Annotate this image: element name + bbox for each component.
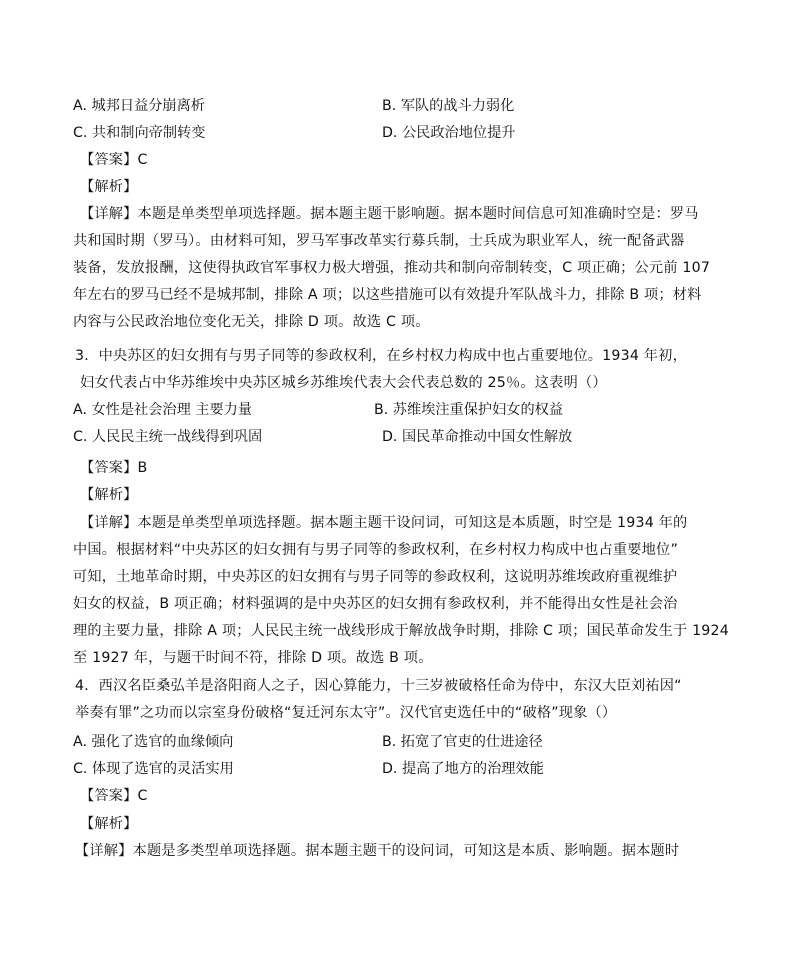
q2-analysis-label: 【解析】 xyxy=(80,179,138,195)
q3-analysis-label: 【解析】 xyxy=(80,487,138,503)
q2-explanation-line: 【详解】本题是单类型单项选择题。据本题主题干影响题。据本题时间信息可知准确时空是：罗马 xyxy=(80,206,699,222)
q3-stem-line: 妇女代表占中华苏维埃中央苏区城乡苏维埃代表大会代表总数的 25％。这表明（） xyxy=(80,375,607,391)
q4-option-a: A. 强化了选官的血缘倾向 xyxy=(73,734,234,750)
q3-option-d: D. 国民革命推动中国女性解放 xyxy=(382,429,573,445)
q2-option-a: A. 城邦日益分崩离析 xyxy=(73,98,205,114)
q3-answer: 【答案】B xyxy=(80,460,148,476)
q4-answer: 【答案】C xyxy=(80,788,148,804)
q2-explanation-line: 共和国时期（罗马）。由材料可知，罗马军事改革实行募兵制，士兵成为职业军人，统一配备武器 xyxy=(73,233,685,249)
q4-option-c: C. 体现了选官的灵活实用 xyxy=(73,761,234,777)
q2-explanation-line: 内容与公民政治地位变化无关，排除 D 项。故选 C 项。 xyxy=(73,314,430,330)
q3-explanation-line: 妇女的权益，B 项正确；材料强调的是中央苏区的妇女拥有参政权利，并不能得出女性是社会治 xyxy=(73,596,678,612)
q3-explanation-line: 可知，土地革命时期，中央苏区的妇女拥有与男子同等的参政权利，这说明苏维埃政府重视维护 xyxy=(73,569,678,585)
q2-answer: 【答案】C xyxy=(80,152,148,168)
q4-explanation-line: 【详解】本题是多类型单项选择题。据本题主题干的设问词，可知这是本质、影响题。据本题时 xyxy=(75,843,680,859)
q3-explanation-line: 至 1927 年，与题干时间不符，排除 D 项。故选 B 项。 xyxy=(73,650,433,666)
q3-option-b: B. 苏维埃注重保护妇女的权益 xyxy=(374,402,564,418)
q4-stem-line: 举奏有罪”之功而以宗室身份破格“复迁河东太守”。汉代官吏选任中的“破格”现象（） xyxy=(75,705,617,721)
q3-explanation-line: 【详解】本题是单类型单项选择题。据本题主题干设问词，可知这是本质题，时空是 1934 年的 xyxy=(80,515,688,531)
q3-option-a: A. 女性是社会治理 主要力量 xyxy=(73,402,253,418)
q3-stem-line: 3．中央苏区的妇女拥有与男子同等的参政权利，在乡村权力构成中也占重要地位。1934 年初， xyxy=(75,348,687,364)
q2-option-d: D. 公民政治地位提升 xyxy=(382,125,516,141)
q3-explanation-line: 理的主要力量，排除 A 项；人民民主统一战线形成于解放战争时期，排除 C 项；国民革命发生于 1924 xyxy=(73,623,729,639)
q2-option-c: C. 共和制向帝制转变 xyxy=(73,125,206,141)
q2-explanation-line: 年左右的罗马已经不是城邦制，排除 A 项；以这些措施可以有效提升军队战斗力，排除 B 项；材料 xyxy=(73,287,702,303)
q4-analysis-label: 【解析】 xyxy=(80,816,138,832)
q4-stem-line: 4．西汉名臣桑弘羊是洛阳商人之子，因心算能力，十三岁被破格任命为侍中，东汉大臣刘祐因“ xyxy=(75,678,682,694)
q3-explanation-line: 中国。根据材料“中央苏区的妇女拥有与男子同等的参政权利，在乡村权力构成中也占重要地位” xyxy=(73,542,678,558)
q2-option-b: B. 军队的战斗力弱化 xyxy=(382,98,515,114)
q3-option-c: C. 人民民主统一战线得到巩固 xyxy=(73,429,263,445)
q2-explanation-line: 装备，发放报酬，这使得执政官军事权力极大增强，推动共和制向帝制转变，C 项正确；公元前 107 xyxy=(73,260,711,276)
q4-option-d: D. 提高了地方的治理效能 xyxy=(382,761,544,777)
q4-option-b: B. 拓宽了官吏的仕进途径 xyxy=(382,734,543,750)
